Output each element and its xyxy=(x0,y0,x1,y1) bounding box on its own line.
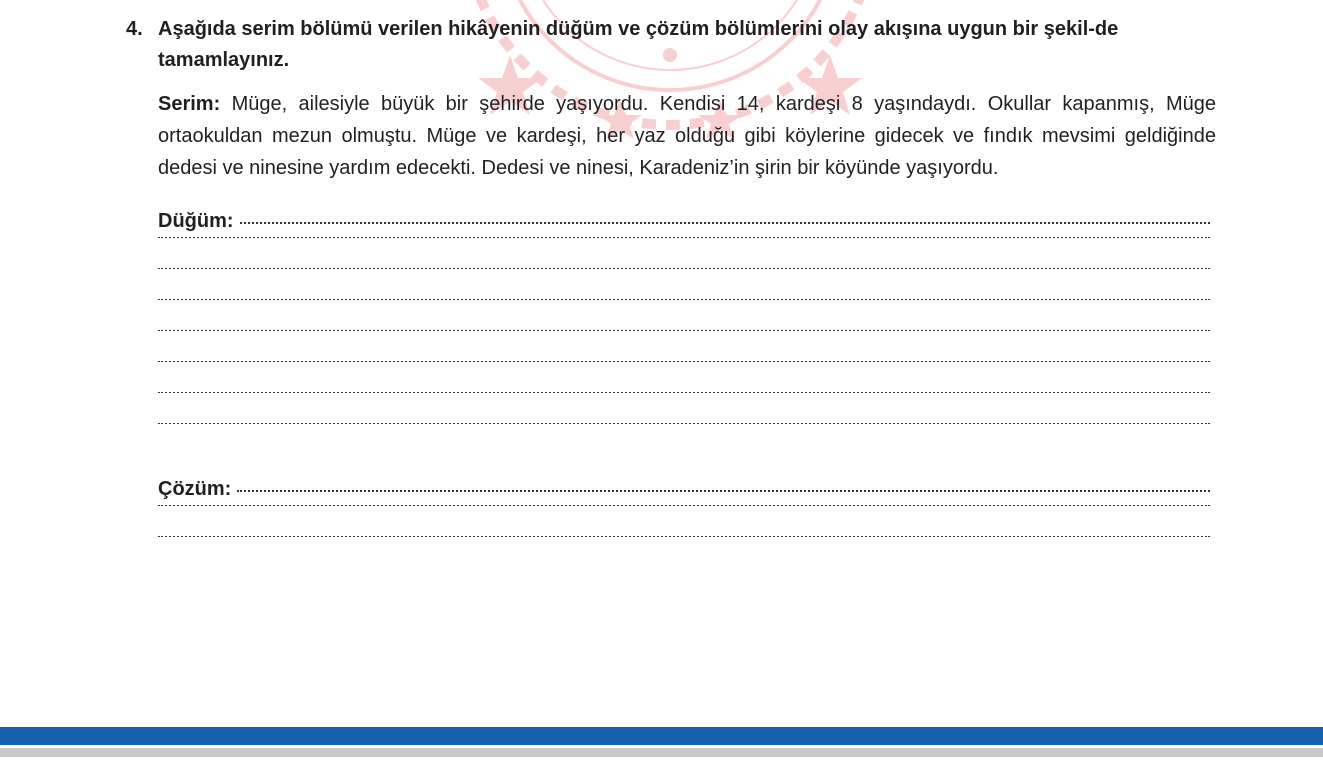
footer-gray-bar xyxy=(0,748,1323,757)
dotted-line xyxy=(158,505,1210,506)
dugum-answer-area xyxy=(158,206,1210,454)
dotted-line xyxy=(158,330,1210,331)
question-number: 4. xyxy=(126,18,143,40)
dugum-line[interactable] xyxy=(158,268,1210,299)
dotted-line xyxy=(158,536,1210,537)
serim-text: Müge, ailesiyle büyük bir şehirde yaşıyordu. Kendisi 14, kardeşi 8 yaşındaydı. Okullar kapanmış, Müge ortaokuldan mezun olmuştu. Müge ve kardeşi, her yaz olduğu gibi köylerine gidecek ve fındık mevsimi geldiğinde dedesi ve ninesine yardım edecekti. Dedesi ve ninesi, Karadeniz’in şirin bir köyünde yaşıyordu. xyxy=(158,93,1216,179)
dugum-label: Düğüm: xyxy=(158,210,234,232)
dotted-line xyxy=(158,392,1210,393)
dotted-line xyxy=(237,488,1210,492)
question-text: Aşağıda serim bölümü verilen hikâyenin düğüm ve çözüm bölümlerini olay akışına uygun bir şekil-de tamamlayınız. xyxy=(158,18,1119,71)
dotted-line xyxy=(158,361,1210,362)
question-heading xyxy=(126,14,1216,76)
cozum-label: Çözüm: xyxy=(158,478,232,500)
question-4 xyxy=(126,14,1216,567)
dotted-line xyxy=(240,220,1210,224)
cozum-line[interactable] xyxy=(158,505,1210,536)
dugum-line[interactable] xyxy=(158,206,1210,237)
serim-label: Serim: xyxy=(158,93,221,115)
dugum-line[interactable] xyxy=(158,423,1210,454)
cozum-line[interactable] xyxy=(158,536,1210,567)
dugum-line[interactable] xyxy=(158,330,1210,361)
dotted-line xyxy=(158,423,1210,424)
dugum-line[interactable] xyxy=(158,299,1210,330)
dotted-line xyxy=(158,237,1210,238)
footer-blue-bar xyxy=(0,727,1323,745)
dugum-line[interactable] xyxy=(158,361,1210,392)
dugum-line[interactable] xyxy=(158,237,1210,268)
cozum-line[interactable] xyxy=(158,474,1210,505)
dugum-line[interactable] xyxy=(158,392,1210,423)
serim-paragraph xyxy=(158,88,1216,184)
dotted-line xyxy=(158,299,1210,300)
dotted-line xyxy=(158,268,1210,269)
cozum-answer-area xyxy=(158,474,1210,567)
